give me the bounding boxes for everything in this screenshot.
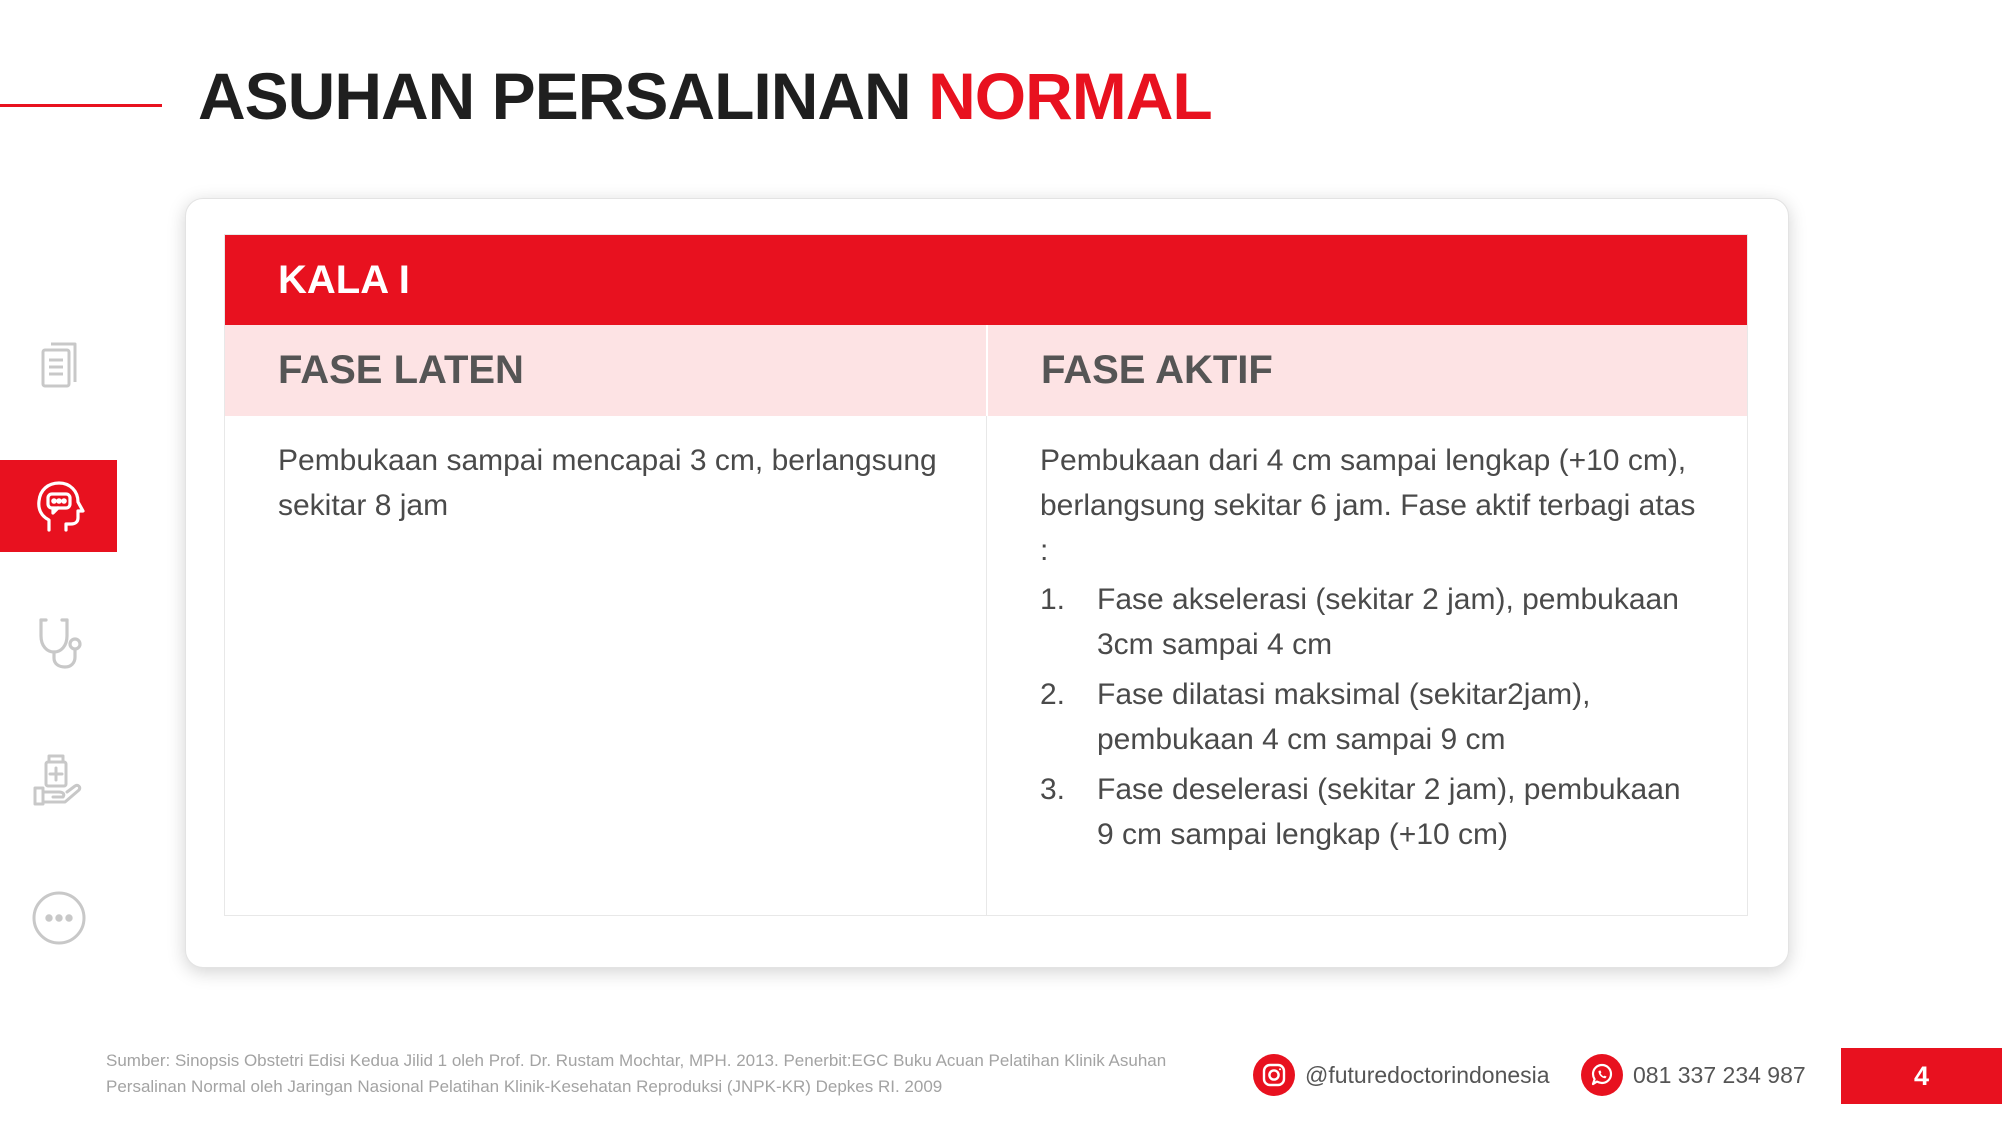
whatsapp-number: 081 337 234 987 [1633,1061,1806,1088]
page-number: 4 [1841,1048,2002,1104]
sidebar-item-stethoscope[interactable] [0,596,117,688]
list-item [1040,672,1699,762]
whatsapp-contact[interactable] [1581,1054,1806,1096]
phase-title-aktif: FASE AKTIF [986,325,1747,416]
laten-description: Pembukaan sampai mencapai 3 cm, berlangsung sekitar 8 jam [278,444,937,522]
sidebar-item-more[interactable] [0,872,117,964]
source-citation: Sumber: Sinopsis Obstetri Edisi Kedua Jilid 1 oleh Prof. Dr. Rustam Mochtar, MPH. 2013. Penerbit:EGC Buku Acuan Pelatihan Klinik Asuhan Persalinan Normal oleh Jaringan Nasional Pelatihan Klinik-Kesehatan Reproduksi (JNPK-KR) Depkes RI. 2009 [106,1051,1167,1096]
title-accent: NORMAL [928,59,1212,133]
instagram-contact[interactable] [1253,1054,1550,1096]
phase-body-row [225,416,1747,915]
aktif-subphase-list [1040,577,1699,857]
content-card [185,198,1789,968]
list-text: Fase deselerasi (sekitar 2 jam), pembukaan 9 cm sampai lengkap (+10 cm) [1097,773,1681,851]
sidebar-item-document[interactable] [0,320,117,412]
list-item [1040,577,1699,667]
more-icon [29,888,89,948]
whatsapp-icon [1581,1054,1623,1096]
hand-medicine-icon [29,750,89,810]
instagram-handle: @futuredoctorindonesia [1305,1061,1550,1088]
table-header: KALA I [225,235,1747,325]
list-item [1040,767,1699,857]
phase-cell-laten [225,416,986,915]
title-accent-line [0,104,162,107]
list-text: Fase dilatasi maksimal (sekitar2jam), pembukaan 4 cm sampai 9 cm [1097,678,1591,756]
stethoscope-icon [29,612,89,672]
phase-header-row [225,325,1747,416]
list-number: 1. [1040,583,1066,616]
sidebar-item-medicine[interactable] [0,734,117,826]
document-icon [29,336,89,396]
list-number: 3. [1040,773,1066,806]
instagram-icon [1253,1054,1295,1096]
page-title [198,58,1212,134]
list-text: Fase akselerasi (sekitar 2 jam), pembukaan 3cm sampai 4 cm [1097,583,1679,661]
kala-table [224,234,1748,916]
head-chat-icon [29,476,89,536]
list-number: 2. [1040,678,1066,711]
title-main: ASUHAN PERSALINAN [198,59,911,133]
phase-title-laten: FASE LATEN [278,348,524,392]
aktif-description: Pembukaan dari 4 cm sampai lengkap (+10 cm), berlangsung sekitar 6 jam. Fase aktif terbagi atas : [1040,444,1696,567]
sidebar-item-consultation[interactable] [0,460,117,552]
phase-cell-aktif [986,416,1747,915]
